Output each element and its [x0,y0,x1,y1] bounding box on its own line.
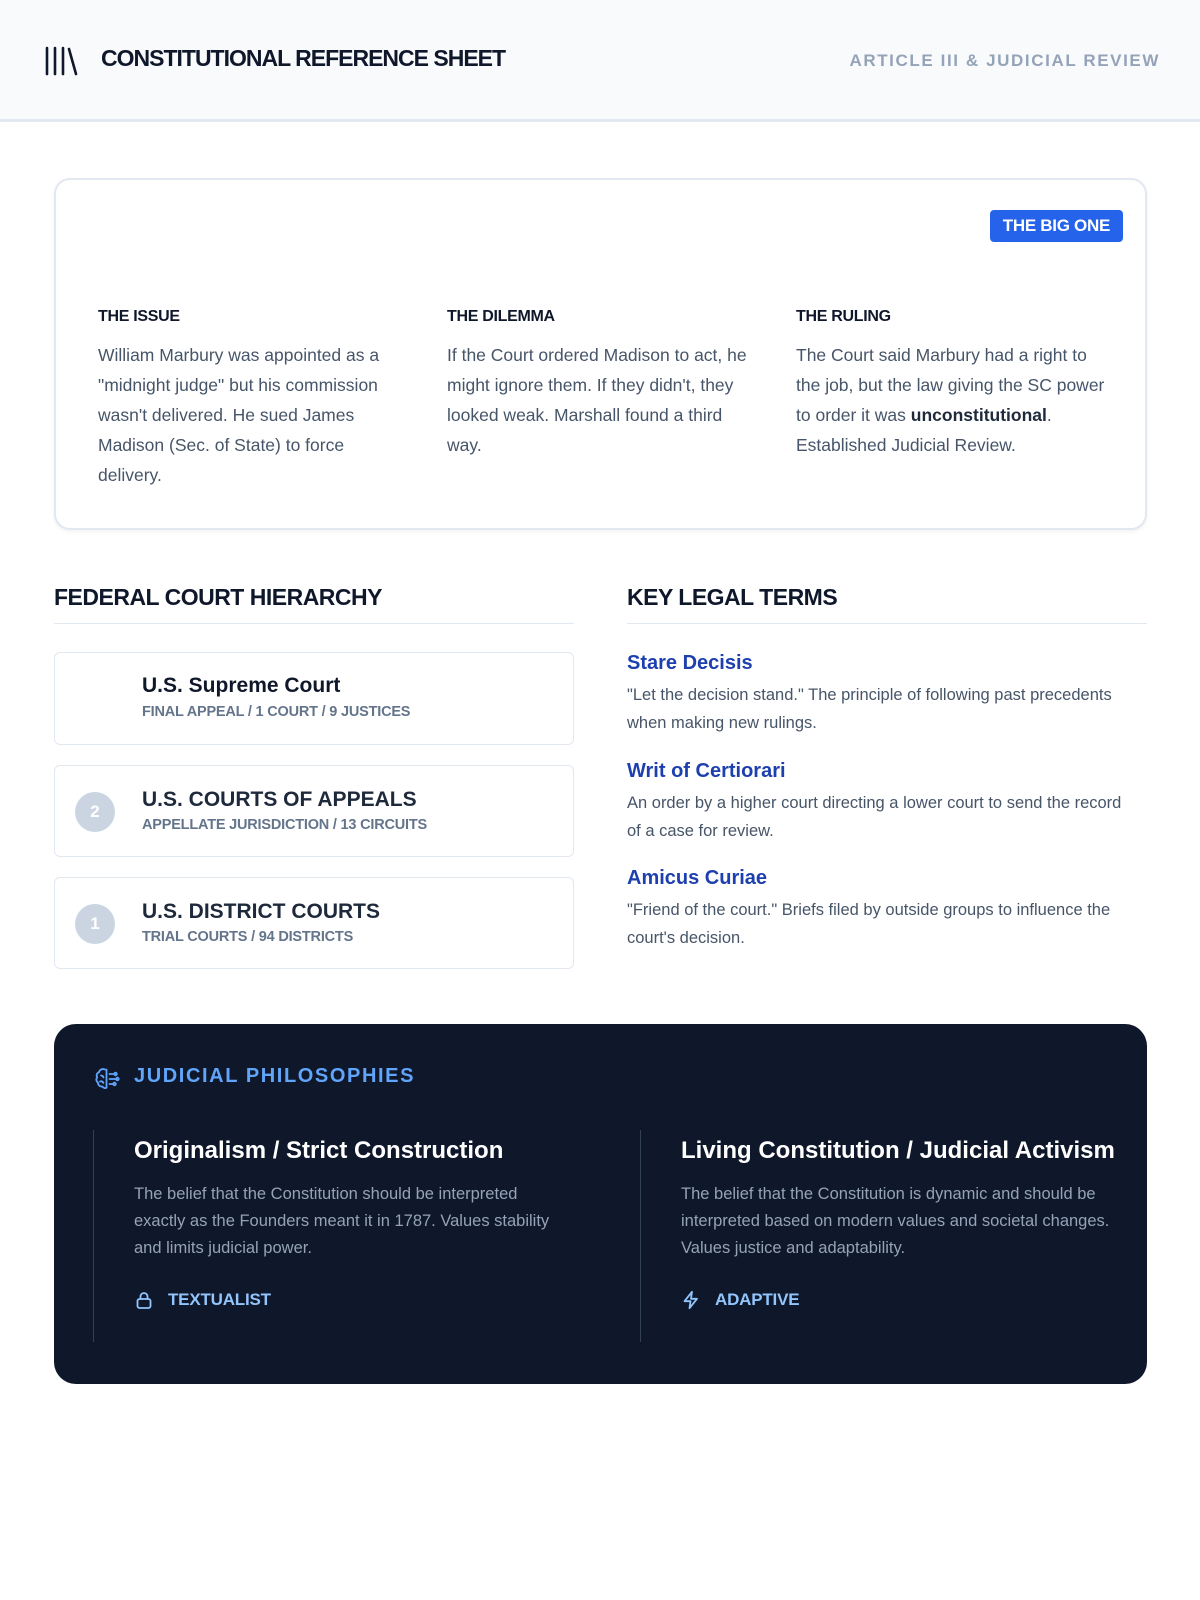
philosophy-body: The belief that the Constitution should be interpreted exactly as the Founders meant it in 1787. Values stability and limits judicial power. [134,1185,550,1257]
court-meta: TRIAL COURTS / 94 DISTRICTS [142,929,354,945]
lightning-icon [681,1290,701,1310]
column-body: William Marbury was appointed as a "midnight judge" but his commission wasn't delivered. He sued James Madison (Sec. of State) to force delivery. [98,345,380,485]
tag-label: ADAPTIVE [715,1290,800,1309]
divider [627,623,1147,624]
term-definition: "Let the decision stand." The principle of following past precedents when making new rulings. [627,686,1112,732]
court-hierarchy-title: FEDERAL COURT HIERARCHY [54,584,382,610]
court-name: U.S. COURTS OF APPEALS [142,788,417,811]
page-header [0,0,1200,122]
philosophy-tag [681,1290,1120,1310]
brain-icon [94,1066,120,1092]
column-body [796,340,1108,460]
court-meta: APPELLATE JURISDICTION / 13 CIRCUITS [142,817,427,833]
library-icon [44,46,78,76]
column-body: If the Court ordered Madison to act, he might ignore them. If they didn't, they looked weak. Marshall found a third way. [447,345,747,455]
court-level-badge: 1 [75,904,115,944]
ruling-text: The Court said Marbury had a right to the job, but the law giving the SC power to order it was [796,345,1105,425]
term-definition: An order by a higher court directing a lower court to send the record of a case for review. [627,794,1122,840]
term-item [627,867,1137,952]
term-definition: "Friend of the court." Briefs filed by outside groups to influence the court's decision. [627,901,1111,947]
court-card-appeals [54,765,574,857]
court-name: U.S. Supreme Court [142,674,341,697]
header-subtitle: ARTICLE III & JUDICIAL REVIEW [849,51,1160,70]
court-card-supreme [54,652,574,745]
term-item [627,652,1137,737]
page-title: CONSTITUTIONAL REFERENCE SHEET [101,45,506,71]
philosophy-tag [134,1290,563,1310]
court-meta: FINAL APPEAL / 1 COURT / 9 JUSTICES [142,704,411,720]
case-badge: THE BIG ONE [990,210,1123,242]
column-heading: THE RULING [796,308,891,325]
legal-terms-title: KEY LEGAL TERMS [627,584,838,610]
philosophy-originalism [93,1130,563,1342]
philosophies-title: JUDICIAL PHILOSOPHIES [134,1065,416,1087]
philosophy-body: The belief that the Constitution is dynamic and should be interpreted based on modern values and societal changes. Values justice and adaptability. [681,1185,1110,1257]
ruling-emphasis: unconstitutional [910,405,1047,425]
term-name: Writ of Certiorari [627,760,786,782]
philosophy-title: Living Constitution / Judicial Activism [681,1137,1115,1164]
ruling-text-end: . Established Judicial Review. [796,405,1052,455]
case-column-ruling [796,308,1108,460]
column-heading: THE ISSUE [98,308,180,325]
lock-icon [134,1290,154,1310]
court-card-district [54,877,574,969]
philosophies-panel [54,1024,1147,1384]
term-item [627,760,1137,845]
case-column-issue [98,308,410,490]
court-level-badge: 2 [75,792,115,832]
column-heading: THE DILEMMA [447,308,555,325]
court-name: U.S. DISTRICT COURTS [142,900,381,923]
case-column-dilemma [447,308,759,460]
philosophy-living-constitution [640,1130,1120,1342]
term-name: Amicus Curiae [627,867,768,889]
divider [54,623,574,624]
philosophy-title: Originalism / Strict Construction [134,1137,504,1164]
term-name: Stare Decisis [627,652,753,674]
case-card [54,178,1147,530]
tag-label: TEXTUALIST [168,1290,271,1309]
